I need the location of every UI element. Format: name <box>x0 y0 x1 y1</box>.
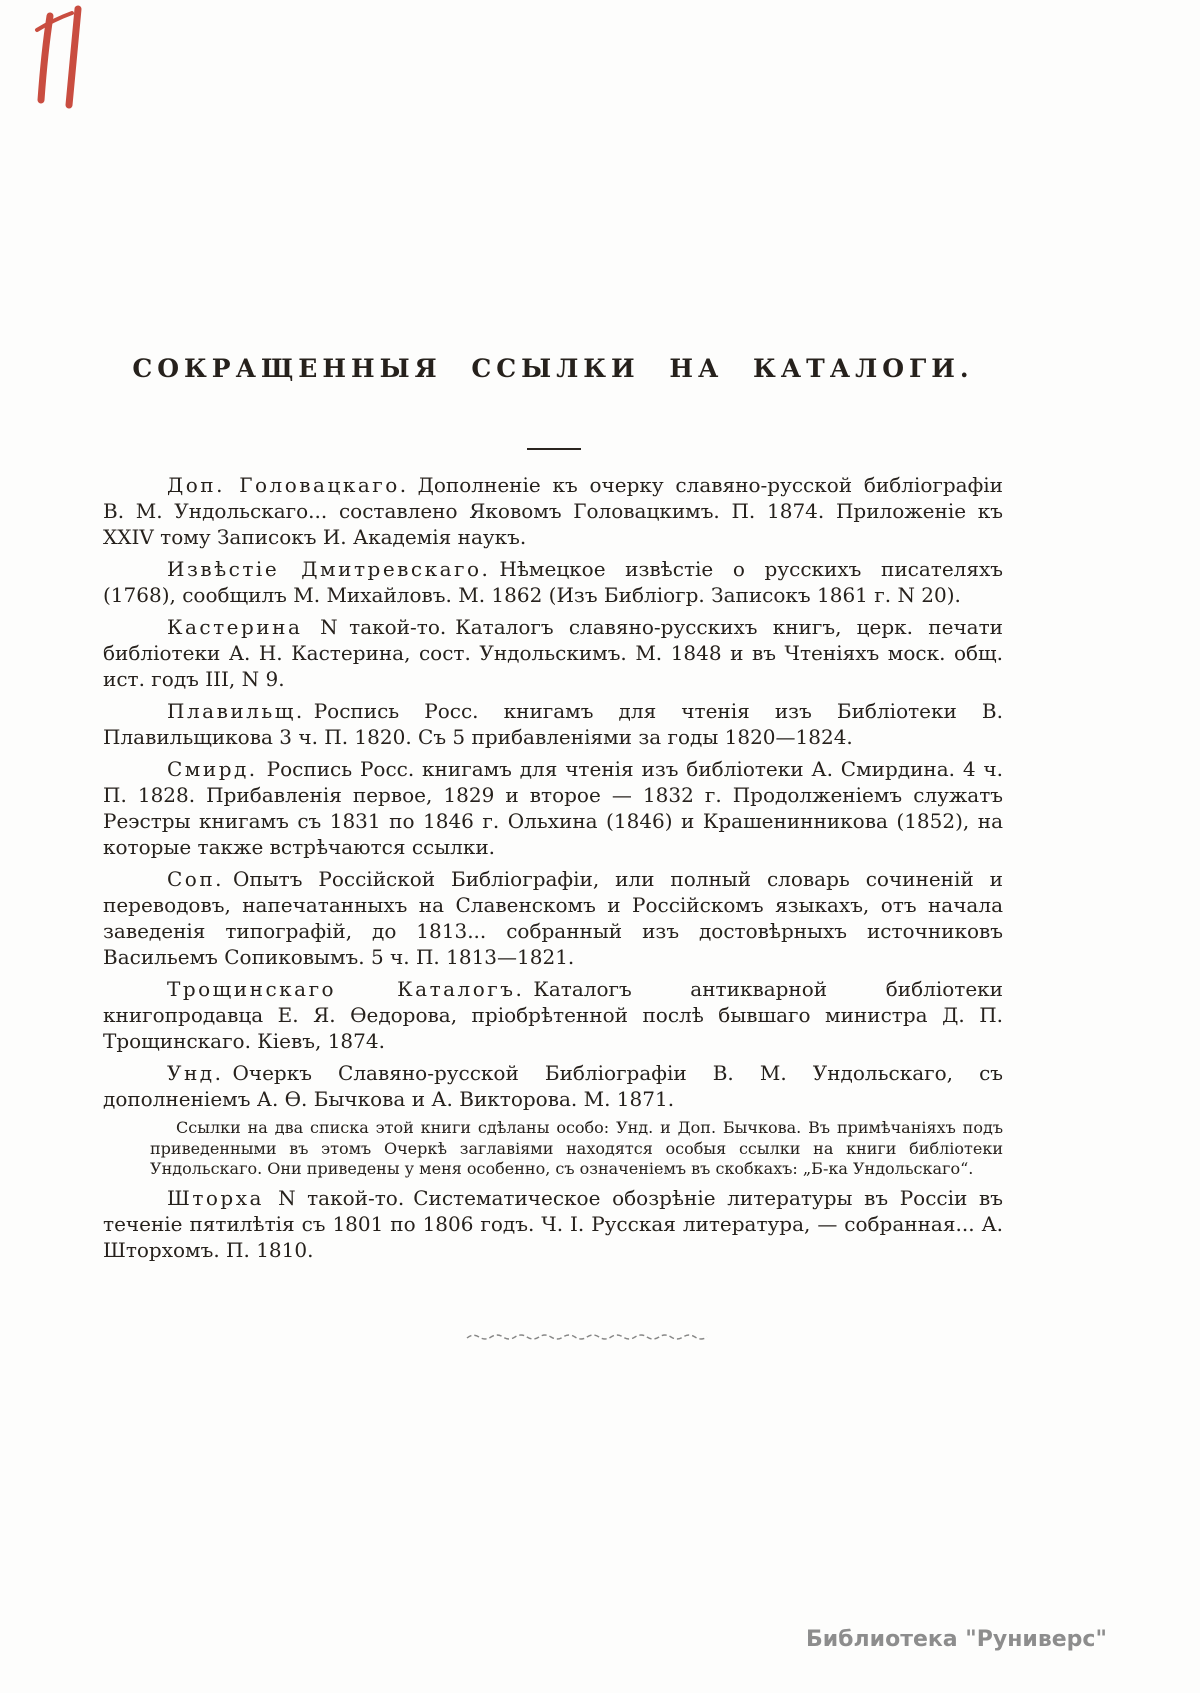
entry-body: Очеркъ Славяно-русской Библіографіи В. М. Ундольскаго, съ дополненіемъ А. Ѳ. Бычкова и А. Викторова. М. 1871. <box>103 1061 1003 1111</box>
catalog-entry-plavilshch <box>103 698 1003 750</box>
catalog-entry-shtorkha <box>103 1185 1003 1263</box>
footnote-und-lists: Ссылки на два списка этой книги сдѣланы особо: Унд. и Доп. Бычкова. Въ примѣчаніяхъ подъ приведенными въ этомъ Очеркѣ заглавіями находятся особыя ссылки на книги библіотеки Ундольскаго. Они приведены у меня особенно, съ означеніемъ въ скобкахъ: „Б-ка Ундольскаго“. <box>150 1118 1003 1178</box>
entry-body: Опытъ Россійской Библіографіи, или полный словарь сочиненій и переводовъ, напечатанныхъ на Славенскомъ и Россійскомъ языкахъ, отъ начала заведенія типографій, до 1813... собранный изъ достовѣрныхъ источниковъ Васильемъ Сопиковымъ. 5 ч. П. 1813—1821. <box>103 867 1003 969</box>
entry-body: Роспись Росс. книгамъ для чтенія изъ библіотеки А. Смирдина. 4 ч. П. 1828. Прибавленія первое, 1829 и второе — 1832 г. Продолженіемъ служатъ Реэстры книгамъ съ 1831 по 1846 г. Ольхина (1846) и Крашенинникова (1852), на которые также встрѣчаются ссылки. <box>103 757 1003 859</box>
entry-lead: Шторха N <box>167 1185 299 1210</box>
catalog-entry-sop <box>103 866 1003 970</box>
text-block <box>103 472 1003 1269</box>
catalog-entry-troshchinskago <box>103 976 1003 1054</box>
catalog-entry-smird <box>103 756 1003 860</box>
entry-body: Каталогъ славяно-русскихъ книгъ, церк. печати библіотеки А. Н. Кастерина, сост. Ундольскимъ. М. 1848 и въ Чтеніяхъ моск. общ. ист. годъ III, N 9. <box>103 615 1003 691</box>
entry-body: Систематическое обозрѣніе литературы въ Россіи въ теченіе пятилѣтія съ 1801 по 1806 годъ. Ч. I. Русская литература, — собранная... А. Шторхомъ. П. 1810. <box>103 1185 1003 1262</box>
entry-lead: Плавильщ. <box>167 699 305 723</box>
entry-lead: Трощинскаго Каталогъ. <box>167 977 525 1001</box>
catalog-entry-und <box>103 1060 1003 1112</box>
entry-lead-suffix: такой-то. <box>307 1185 405 1210</box>
entry-body: Роспись Росс. книгамъ для чтенія изъ Библіотеки В. Плавильщикова 3 ч. П. 1820. Съ 5 прибавленіями за годы 1820—1824. <box>103 699 1003 749</box>
entry-lead: Унд. <box>167 1061 224 1085</box>
red-pencil-mark <box>28 2 106 114</box>
decorative-squiggle-divider <box>466 1331 708 1343</box>
entry-lead: Извѣстіе Дмитревскаго. <box>167 557 491 581</box>
catalog-entry-kasterina <box>103 614 1003 692</box>
entry-lead: Доп. Головацкаго. <box>167 473 409 497</box>
entry-body: Дополненіе къ очерку славяно-русской библіографіи В. М. Ундольскаго... составлено Яковомъ Головацкимъ. П. 1874. Приложеніе къ XXIV тому Записокъ И. Академія наукъ. <box>103 473 1003 549</box>
entry-lead: Кастерина N <box>167 615 341 639</box>
entry-lead: Смирд. <box>167 757 258 781</box>
catalog-entry-izvestie-dmitrevskago <box>103 556 1003 608</box>
entry-lead-suffix: такой-то. <box>349 615 447 639</box>
title-divider-rule <box>527 448 581 450</box>
entry-body: Нѣмецкое извѣстіе о русскихъ писателяхъ (1768), сообщилъ М. Михайловъ. М. 1862 (Изъ Библіогр. Записокъ 1861 г. N 20). <box>103 557 1004 607</box>
entry-lead: Соп. <box>167 867 225 891</box>
runiverse-watermark: Библиотека "Руниверс" <box>806 1627 1107 1652</box>
page-title: СОКРАЩЕННЫЯ ССЫЛКИ НА КАТАЛОГИ. <box>132 354 974 383</box>
entry-body: Каталогъ антикварной библіотеки книгопродавца Е. Я. Ѳедорова, пріобрѣтенной послѣ бывшаго министра Д. П. Трощинскаго. Кіевъ, 1874. <box>103 977 1003 1053</box>
catalog-entry-dop-golovackago <box>103 472 1003 550</box>
